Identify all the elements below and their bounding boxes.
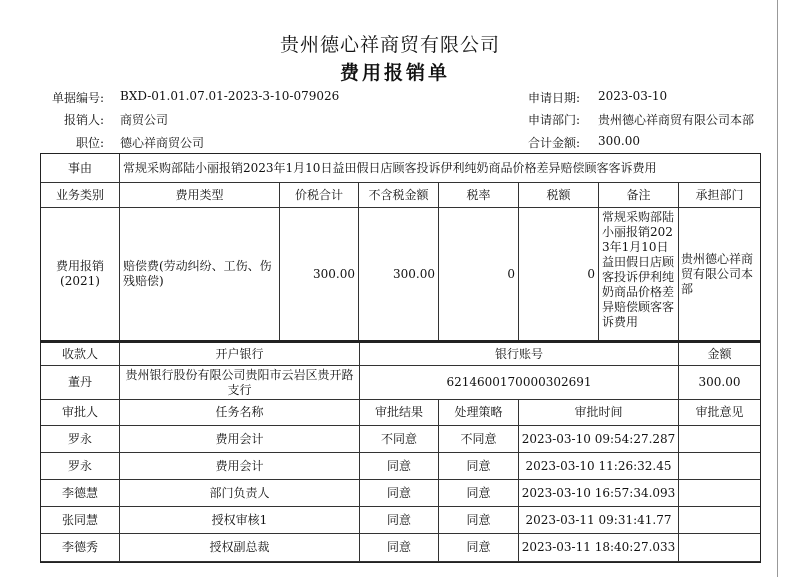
bank-account: 6214600170000302691 [360, 366, 679, 400]
approval-row-approver: 李德秀 [41, 534, 120, 562]
approval-header-strategy: 处理策略 [439, 400, 519, 426]
approval-row-result: 同意 [360, 507, 439, 534]
approval-header-result: 审批结果 [360, 400, 439, 426]
approval-row-time: 2023-03-11 09:31:41.77 [519, 507, 679, 534]
approval-row-time: 2023-03-10 11:26:32.45 [519, 453, 679, 480]
approval-row-time: 2023-03-10 09:54:27.287 [519, 426, 679, 453]
approval-row-task: 授权审核1 [120, 507, 360, 534]
expense-header-tax: 税额 [519, 183, 599, 208]
expense-type: 赔偿费(劳动纠纷、工伤、伤残赔偿) [123, 259, 272, 288]
approval-row-approver: 罗永 [41, 426, 120, 453]
expense-tax: 0 [519, 208, 599, 341]
expense-header-note: 备注 [599, 183, 679, 208]
approval-row-opinion [679, 507, 760, 534]
approval-header-approver: 审批人 [41, 400, 120, 426]
approval-row-opinion [679, 480, 760, 507]
expense-claim-form [40, 153, 761, 563]
expense-dept: 贵州德心祥商贸有限公司本部 [681, 251, 754, 296]
expense-header-type: 费用类型 [120, 183, 280, 208]
approval-row-approver: 张同慧 [41, 507, 120, 534]
payment-header-amount: 金额 [679, 343, 760, 366]
payment-header-bank: 开户银行 [120, 343, 360, 366]
approval-row-strategy: 同意 [439, 453, 519, 480]
approval-header-opinion: 审批意见 [679, 400, 760, 426]
payment-header-account: 银行账号 [360, 343, 679, 366]
expense-header-net: 不含税金额 [359, 183, 439, 208]
expense-header-category: 业务类别 [41, 183, 120, 208]
approval-row-result: 同意 [360, 453, 439, 480]
expense-rate: 0 [439, 208, 519, 341]
apply-date-label: 申请日期: [527, 91, 580, 105]
expense-dept-cell [679, 208, 760, 341]
expense-net: 300.00 [359, 208, 439, 341]
approval-row-strategy: 同意 [439, 534, 519, 562]
expense-header-total: 价税合计 [280, 183, 359, 208]
approval-row-task: 费用会计 [120, 426, 360, 453]
approval-row-strategy: 不同意 [439, 426, 519, 453]
approval-row-time: 2023-03-11 18:40:27.033 [519, 534, 679, 562]
total-value: 300.00 [598, 134, 640, 148]
approval-row-result: 同意 [360, 480, 439, 507]
approval-header-task: 任务名称 [120, 400, 360, 426]
doc-no-value: BXD-01.01.07.01-2023-3-10-079026 [120, 89, 340, 103]
approval-row-task: 费用会计 [120, 453, 360, 480]
expense-header-dept: 承担部门 [679, 183, 760, 208]
position-value: 德心祥商贸公司 [120, 136, 205, 150]
payment-header-payee: 收款人 [41, 343, 120, 366]
approval-row-opinion [679, 453, 760, 480]
approval-row-result: 同意 [360, 534, 439, 562]
expense-category-cell [41, 208, 120, 341]
bank-cell [120, 366, 360, 400]
expense-header-rate: 税率 [439, 183, 519, 208]
bank-name: 贵州银行股份有限公司贵阳市云岩区贵开路支行 [125, 367, 354, 397]
approval-row-strategy: 同意 [439, 480, 519, 507]
expense-category: 费用报销(2021) [55, 259, 104, 288]
payment-amount: 300.00 [679, 366, 760, 400]
position-label: 职位: [75, 136, 104, 150]
expense-type-cell [120, 208, 280, 341]
dept-value: 贵州德心祥商贸有限公司本部 [598, 113, 755, 127]
approval-row-approver: 罗永 [41, 453, 120, 480]
reason-text: 常规采购部陆小丽报销2023年1月10日益田假日店顾客投诉伊利纯奶商品价格差异赔偿顾客客诉费用 [120, 154, 760, 183]
document-title: 费用报销单 [339, 62, 450, 84]
approval-row-task: 授权副总裁 [120, 534, 360, 562]
approval-row-approver: 李德慧 [41, 480, 120, 507]
approval-row-opinion [679, 426, 760, 453]
total-label: 合计金额: [527, 136, 580, 150]
approval-row-result: 不同意 [360, 426, 439, 453]
company-name: 贵州德心祥商贸有限公司 [279, 34, 500, 56]
approval-header-time: 审批时间 [519, 400, 679, 426]
page-right-border [777, 0, 778, 577]
approval-row-task: 部门负责人 [120, 480, 360, 507]
dept-label: 申请部门: [527, 113, 580, 127]
expense-note-cell [599, 208, 679, 341]
claimant-value: 商贸公司 [120, 113, 169, 127]
approval-row-opinion [679, 534, 760, 562]
claimant-label: 报销人: [63, 113, 104, 127]
approval-row-time: 2023-03-10 16:57:34.093 [519, 480, 679, 507]
approval-row-strategy: 同意 [439, 507, 519, 534]
reason-label: 事由 [41, 154, 120, 183]
payee: 董丹 [41, 366, 120, 400]
apply-date-value: 2023-03-10 [598, 89, 668, 103]
expense-total: 300.00 [280, 208, 359, 341]
doc-no-label: 单据编号: [51, 91, 104, 105]
expense-note: 常规采购部陆小丽报销2023年1月10日益田假日店顾客投诉伊利纯奶商品价格差异赔偿顾客客诉费用 [602, 210, 675, 329]
